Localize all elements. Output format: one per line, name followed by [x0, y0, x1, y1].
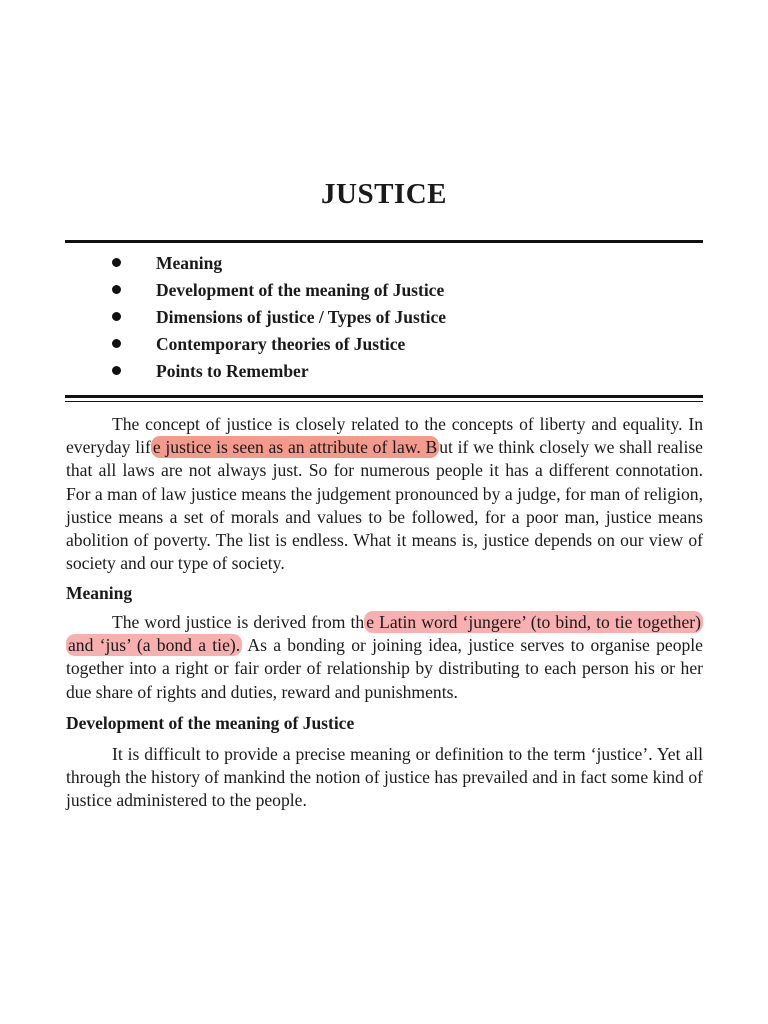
top-rule	[65, 240, 703, 243]
meaning-text-end: As a bonding or joining idea, justice serves to organise people together into a right or fair order of relationship by distributing to each person his or her due share of rights and duties, reward and punishments.	[66, 635, 703, 702]
section-heading-development: Development of the meaning of Justice	[66, 713, 355, 733]
bottom-rule-thick	[65, 395, 703, 398]
bullet-icon	[112, 285, 121, 294]
outline-item	[0, 252, 600, 279]
intro-text-start: The concept of justice is closely related to the concepts of liberty and equality. In everyday lif	[66, 414, 703, 458]
outline-item-label: Development of the meaning of Justice	[156, 280, 445, 300]
bullet-icon	[112, 339, 121, 348]
page-title: JUSTICE	[321, 178, 447, 210]
meaning-text-start: The word justice is derived from th	[112, 612, 365, 632]
outline-item	[0, 360, 600, 387]
outline-item-label: Contemporary theories of Justice	[156, 334, 406, 354]
meaning-paragraph	[66, 611, 703, 704]
bullet-icon	[112, 366, 121, 375]
highlighted-text: e Latin word ‘jungere’ (to bind, to tie together) and ‘jus’ (a bond a tie).	[68, 612, 702, 656]
chapter-outline	[0, 252, 600, 387]
bottom-rule-thin	[65, 401, 703, 402]
bullet-icon	[112, 258, 121, 267]
development-paragraph: It is difficult to provide a precise meaning or definition to the term ‘justice’. Yet all through the history of mankind the notion of justice has prevailed and in fact some kind of justice administered to the people.	[66, 744, 703, 811]
outline-item-label: Points to Remember	[156, 361, 309, 381]
outline-item	[0, 333, 600, 360]
outline-item	[0, 306, 600, 333]
outline-item	[0, 279, 600, 306]
section-heading-meaning: Meaning	[66, 583, 133, 603]
intro-text-end: ut if we think closely we shall realise that all laws are not always just. So for numerous people it has a different connotation. For a man of law justice means the judgement pronounced by a judge, for man of religion, justice means a set of morals and values to be followed, for a poor man, justice means abolition of poverty. The list is endless. What it means is, justice depends on our view of society and our type of society.	[66, 437, 703, 574]
highlighted-text: e justice is seen as an attribute of law. B	[152, 437, 438, 458]
bullet-icon	[112, 312, 121, 321]
intro-paragraph	[66, 413, 703, 575]
outline-item-label: Meaning	[156, 253, 223, 273]
outline-item-label: Dimensions of justice / Types of Justice	[156, 307, 447, 327]
